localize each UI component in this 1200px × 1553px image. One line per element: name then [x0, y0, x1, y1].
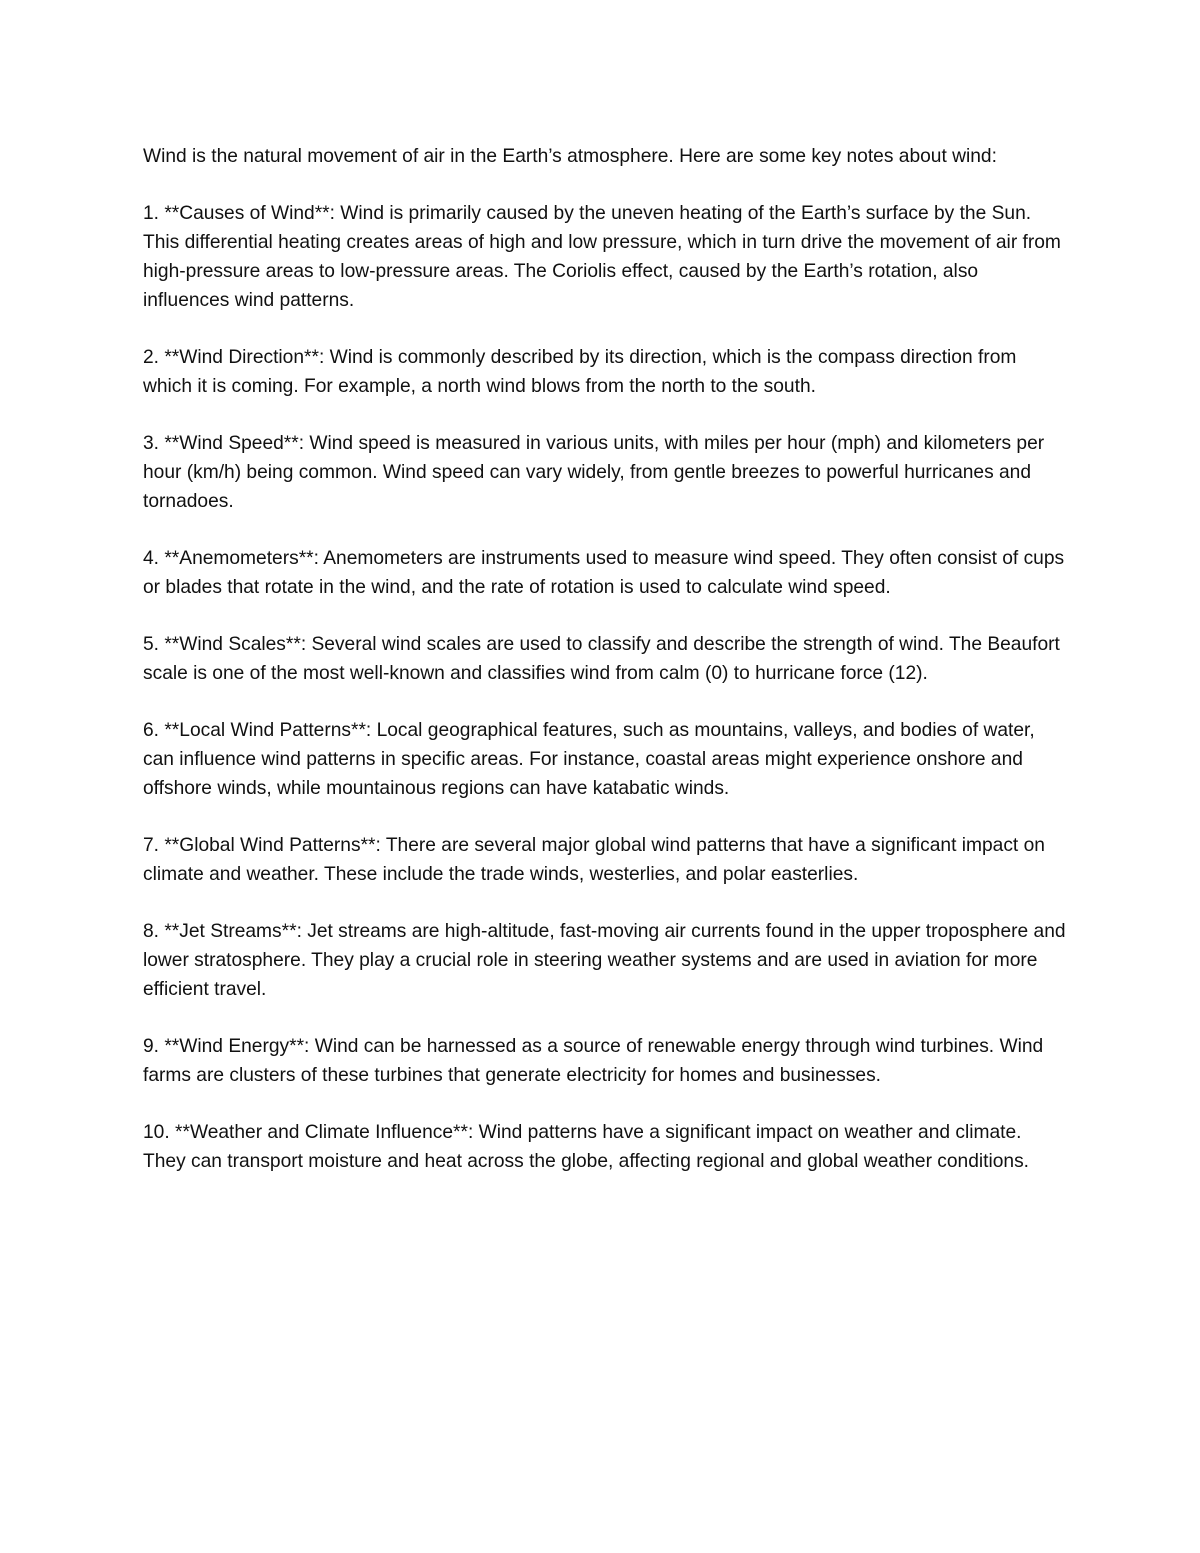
note-wind-scales: 5. **Wind Scales**: Several wind scales are used to classify and describe the strength of wind. The Beaufort scale is one of the most well-known and classifies wind from calm (0) to hurricane force (12).: [143, 634, 1060, 684]
note-jet-streams: 8. **Jet Streams**: Jet streams are high-altitude, fast-moving air currents found in the upper troposphere and lower stratosphere. They play a crucial role in steering weather systems and are used in aviation for more efficient travel.: [143, 921, 1066, 1000]
note-local-wind-patterns: 6. **Local Wind Patterns**: Local geographical features, such as mountains, valleys, and bodies of water, can influence wind patterns in specific areas. For instance, coastal areas might experience onshore and offshore winds, while mountainous regions can have katabatic winds.: [143, 720, 1035, 799]
note-anemometers: 4. **Anemometers**: Anemometers are instruments used to measure wind speed. They often consist of cups or blades that rotate in the wind, and the rate of rotation is used to calculate wind speed.: [143, 548, 1065, 598]
note-causes-of-wind: 1. **Causes of Wind**: Wind is primarily caused by the uneven heating of the Earth’s surface by the Sun. This differential heating creates areas of high and low pressure, which in turn drive the movement of air from high-pressure areas to low-pressure areas. The Coriolis effect, caused by the Earth’s rotation, also influences wind patterns.: [143, 203, 1061, 311]
note-wind-direction: 2. **Wind Direction**: Wind is commonly described by its direction, which is the compass direction from which it is coming. For example, a north wind blows from the north to the south.: [143, 347, 1017, 397]
note-wind-speed: 3. **Wind Speed**: Wind speed is measured in various units, with miles per hour (mph) and kilometers per hour (km/h) being common. Wind speed can vary widely, from gentle breezes to powerful hurricanes and tornadoes.: [143, 433, 1045, 512]
note-global-wind-patterns: 7. **Global Wind Patterns**: There are several major global wind patterns that have a significant impact on climate and weather. These include the trade winds, westerlies, and polar easterlies.: [143, 835, 1045, 885]
note-wind-energy: 9. **Wind Energy**: Wind can be harnessed as a source of renewable energy through wind turbines. Wind farms are clusters of these turbines that generate electricity for homes and businesses.: [143, 1036, 1044, 1086]
intro-paragraph: Wind is the natural movement of air in the Earth’s atmosphere. Here are some key notes about wind:: [143, 146, 997, 167]
document-body: [143, 142, 1068, 1204]
note-weather-climate-influence: 10. **Weather and Climate Influence**: Wind patterns have a significant impact on weather and climate. They can transport moisture and heat across the globe, affecting regional and global weather conditions.: [143, 1122, 1030, 1172]
